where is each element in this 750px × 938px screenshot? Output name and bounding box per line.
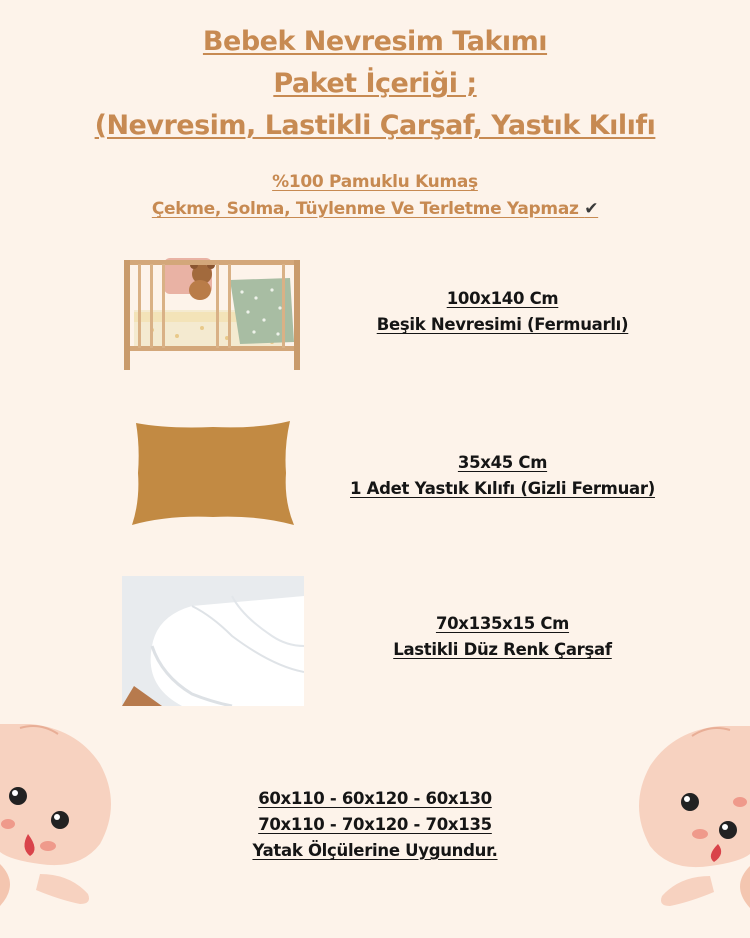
sizes-line-1: 60x110 - 60x120 - 60x130 — [258, 789, 492, 808]
sizes-line-2: 70x110 - 70x120 - 70x135 — [258, 815, 492, 834]
item-pillow-info — [300, 450, 705, 502]
package-contents-heading: Paket İçeriği ; — [273, 68, 477, 99]
item-size: 35x45 Cm — [457, 453, 548, 472]
package-contents-list: (Nevresim, Lastikli Çarşaf, Yastık Kılıfı — [94, 110, 656, 141]
item-sheet-info — [300, 611, 705, 663]
sizes-note: Yatak Ölçülerine Uygundur. — [252, 841, 498, 860]
page-title: Bebek Nevresim Takımı — [202, 26, 548, 57]
item-crib-info — [300, 286, 705, 338]
item-description: Beşik Nevresimi (Fermuarlı) — [376, 315, 629, 334]
baby-left-icon — [0, 724, 118, 906]
pillow-image — [128, 417, 298, 529]
baby-right-icon — [632, 726, 750, 908]
quality-text: Çekme, Solma, Tüylenme Ve Terletme Yapmaz — [151, 199, 579, 219]
fabric-info: %100 Pamuklu Kumaş — [272, 172, 478, 192]
crib-image — [122, 250, 302, 372]
item-description: 1 Adet Yastık Kılıfı (Gizli Fermuar) — [350, 479, 655, 498]
item-size: 100x140 Cm — [446, 289, 559, 308]
compatible-sizes — [170, 786, 580, 864]
fitted-sheet-image — [122, 576, 304, 706]
check-icon: ✔ — [584, 199, 599, 219]
quality-info — [0, 199, 750, 219]
item-description: Lastikli Düz Renk Çarşaf — [393, 640, 612, 659]
item-size: 70x135x15 Cm — [435, 614, 570, 633]
